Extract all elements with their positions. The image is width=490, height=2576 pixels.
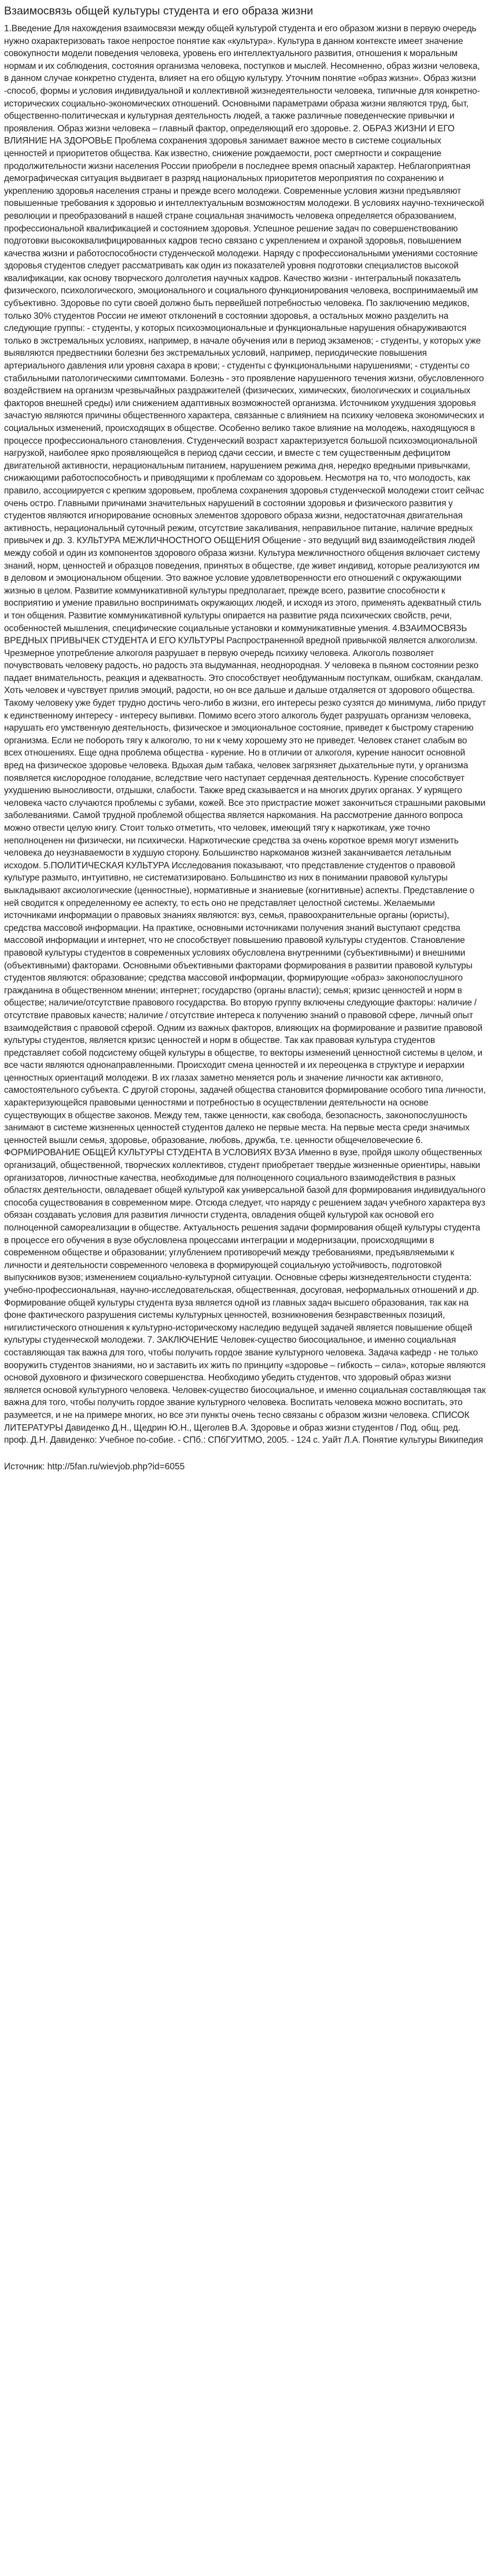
page-title: Взаимосвязь общей культуры студента и его образа жизни — [4, 5, 314, 17]
article-body: 1.Введение Для нахождения взаимосвязи между общей культурой студента и его образом жизни в первую очередь нужно охарактеризовать такое непростое понятие как «культура». Культура в данном контексте имеет значение совокупности модели поведения человека, уровень его интеллектуального развития, отношения к моральным нормам и их соблюдения, состояния организма человека, поступков и мыслей. Несомненно, образ жизни человека, в данном случае конкретно студента, влияет на его общую культуру. Уточним понятие «образ жизни». Образ жизни -способ, формы и условия индивидуальной и коллективной жизнедеятельности человека, типичные для конкретно-исторических социально-экономических отношений. Основными параметрами образа жизни являются труд, быт, общественно-политическая и культурная деятельность людей, а также различные поведенческие привычки и проявления. Образ жизни человека – главный фактор, определяющий его здоровье. 2. ОБРАЗ ЖИЗНИ И ЕГО ВЛИЯНИЕ НА ЗДОРОВЬЕ Проблема сохранения здоровья занимает важное место в системе социальных ценностей и приоритетов общества. Как известно, снижение рождаемости, рост смертности и сокращение продолжительности жизни населения России приобрели в последнее время опасный характер. Неблагоприятная демографическая ситуация выдвигает в разряд национальных приоритетов мероприятия по сохранению и укреплению здоровья населения страны и прежде всего молодежи. Современные условия жизни предъявляют повышенные требования к здоровью и интеллектуальным возможностям молодежи. В условиях научно-технической революции и преобразований в нашей стране социальная значимость человека определяется образованием, профессиональной квалификацией и состоянием здоровья. Успешное решение задач по совершенствованию подготовки высококвалифицированных кадров тесно связано с укреплением и охраной здоровья, повышением качества жизни и работоспособности студенческой молодежи. Наряду с профессиональными умениями состояние здоровья студентов следует рассматривать как один из показателей уровня подготовки специалистов высокой квалификации, как основу творческого долголетия научных кадров. Качество жизни - интегральный показатель физического, психологического, эмоционального и социального функционирования человека, воспринимаемый им субъективно. Здоровье по сути своей должно быть первейшей потребностью человека. По заключению медиков, только 30% студентов России не имеют отклонений в состоянии здоровья, а остальных можно разделить на следующие группы: - студенты, у которых психоэмоциональные и функциональные нарушения обнаруживаются только в экстремальных условиях, например, в начале обучения или в период экзаменов; - студенты, у которых уже выявляются предвестники болезни без экстремальных условий, например, периодические повышения артериального давления или уровня сахара в крови; - студенты с функциональными нарушениями; - студенты со стабильными патологическими симптомами. Болезнь - это проявление нарушенного течения жизни, обусловленного воздействием на организм чрезвычайных раздражителей (физических, химических, биологических и социальных факторов внешней среды) или снижением адаптивных возможностей организма. Источником ухудшения здоровья зачастую являются причины общественного характера, связанные с влиянием на психику человека экономических и социальных изменений, происходящих в обществе. Особенно велико такое влияние на молодежь, находящуюся в процессе профессионального становления. Студенческий возраст характеризуется большой психоэмоциональной нагрузкой, наиболее ярко проявляющейся в период сдачи сессии, и вместе с тем существенным дефицитом двигательной активности, нерациональным питанием, нарушением режима дня, нередко вредными привычками, снижающими работоспособность и приводящими к проблемам со здоровьем. Несмотря на то, что молодость, как правило, ассоциируется с крепким здоровьем, проблема сохранения здоровья студенческой молодежи стоит сейчас очень остро. Главными причинами значительных нарушений в состоянии здоровья и физического развития у студентов являются игнорирование основных элементов здорового образа жизни, недостаточная двигательная активность, нерациональный суточный режим, отсутствие закаливания, неправильное питание, наличие вредных привычек и др. 3. КУЛЬТУРА МЕЖЛИЧНОСТНОГО ОБЩЕНИЯ Общение - это ведущий вид взаимодействия людей между собой и один из компонентов здорового образа жизни. Культура межличностного общения включает систему знаний, норм, ценностей и образцов поведения, принятых в обществе, где живет индивид, которые реализуются им в деловом и эмоциональном общении. Это важное условие удовлетворенности его отношений с окружающими жизнью в целом. Развитие коммуникативной культуры предполагает, прежде всего, развитие способности к восприятию и умение правильно воспринимать окружающих людей, и исходя из этого, применять адекватный стиль и тон общения. Развитие коммуникативной культуры опирается на развитие ряда психических свойств, речи, особенностей мышления, специфические социальные установки и коммуникативные умения. 4.ВЗАИМОСВЯЗЬ ВРЕДНЫХ ПРИВЫЧЕК СТУДЕНТА И ЕГО КУЛЬТУРЫ Распространенной вредной привычкой является алкоголизм. Чрезмерное употребление алкоголя разрушает в первую очередь психику человека. Алкоголь позволяет почувствовать человеку радость, но радость эта выдуманная, неоднородная. У человека в пьяном состоянии резко падает внимательность, реакция и адекватность. Это способствует необдуманным поступкам, ошибкам, скандалам. Хоть человек и чувствует прилив эмоций, радости, но он все дальше и дальше отдаляется от здорового общества. Такому человеку уже будет трудно достичь чего-либо в жизни, его интересы резко сузятся до минимума, либо придут к единственному интересу - интересу выпивки. Помимо всего этого алкоголь будет разрушать организм человека, нарушать его умственную деятельность, физическое и эмоциональное состояние, приведет к быстрому старению организма. Если не побороть тягу к алкоголю, то ни к чему хорошему это не приведет. Человек станет слабым во всех отношениях. Еще одна проблема общества - курение. Но в отличии от алкоголя, курение наносит основной вред на физическое здоровье человека. Вдыхая дым табака, человек загрязняет дыхательные пути, у организма появляется кислородное голодание, вследствие чего наступает сердечная деятельность. Курение способствует ухудшению выносливости, отдышки, слабости. Также вред сказывается и на многих других органах. У курящего человека часто случаются проблемы с зубами, кожей. Все это пристрастие может закончиться страшными раковыми заболеваниями. Самой трудной проблемой общества является наркомания. На рассмотрение данного вопроса можно отвести целую книгу. Стоит только отметить, что человек, имеющий тягу к наркотикам, уже точно неполноценен ни физически, ни психически. Наркотические средства за очень короткое время могут изменить человека до неузнаваемости в худшую сторону. Большинство наркоманов жизней заканчивается летальным исходом. 5.ПОЛИТИЧЕСКАЯ КУЛЬТУРА Исследования показывают, что представление студентов о правовой культуре размыто, интуитивно, не систематизировано. Большинство из них в понимании правовой культуры выкладывают аксиологические (ценностные), нормативные и знаниевые (когнитивные) аспекты. Представление о ней сводится к определенному ее аспекту, то есть оно не представляет целостной системы. Желаемыми источниками информации о правовых знаниях являются: вуз, семья, правоохранительные органы (юристы), средства массовой информации. На практике, основными источниками получения знаний выступают средства массовой информации и интернет, что не способствует повышению правовой культуры студентов. Становление правовой культуры студентов в современных условиях обусловлена внутренними (субъективными) и внешними (объективными) факторами. Основными объективными факторами формирования в развитии правовой культуры студентов являются: образование; средства массовой информации, формирующие «образ» законопослушного гражданина в общественном мнении; интернет; государство (органы власти); семья; кризис ценностей и норм в обществе; наличие/отсутствие правового государства. Во вторую группу включены следующие факторы: наличие / отсутствие правовых качеств; наличие / отсутствие интереса к получению знаний о правовой сфере, личный опыт взаимодействия с правовой сферой. Одним из важных факторов, влияющих на формирование и развитие правовой культуры студентов, является кризис ценностей и норм в обществе. Так как правовая культура студентов представляет собой подсистему общей культуры в обществе, то векторы изменений ценностной системы в целом, и все части являются однонаправленными. Происходит смена ценностей и их переоценка в структуре и иерархии ценностных ориентаций молодежи. В их глазах заметно меняется роль и значение личности как активного, самостоятельного субъекта. С другой стороны, задачей общества становится формирование особого типа личности, характеризующейся правовыми ценностями и потребностью в осуществлении деятельности на основе существующих в обществе законов. Между тем, также ценности, как свобода, безопасность, законопослушность занимают в системе жизненных ценностей студентов далеко не первые места. На первые места среди значимых ценностей вышли семья, здоровье, образование, любовь, дружба, т.е. ценности общечеловеческие 6. ФОРМИРОВАНИЕ ОБЩЕЙ КУЛЬТУРЫ СТУДЕНТА В УСЛОВИЯХ ВУЗА Именно в вузе, пройдя школу общественных организаций, общественной, творческих коллективов, студент приобретает твердые жизненные ориентиры, навыки организаторов, личностные качества, необходимые для полноценного социального взаимодействия в разных областях деятельности, овладевает общей культурой как универсальной базой для формирования индивидуального способа существования в современном мире. Отсюда следует, что наряду с решением задач учебного характера вуз обязан создавать условия для развития личности студента, овладения общей культурой как основой его полноценной самореализации в обществе. Актуальность решения задачи формирования общей культуры студента в процессе его обучения в вузе обусловлена процессами интеграции и модернизации, происходящими в современном обществе и образовании; углублением противоречий между требованиями, предъявляемыми к личности и деятельности современного человека в формирующей социальную устойчивость, подготовкой выпускников вузов; изменением социально-культурной ситуации. Основные сферы жизнедеятельности студента: учебно-профессиональная, научно-исследовательская, общественная, досуговая, неформальных отношений и др. Формирование общей культуры студента вуза является одной из главных задач высшего образования, так как на фоне фактического разрушения системы культурных ценностей, возникновения безнравственных позиций, нигилистического отношения к культурно-историческому наследию ведущей задачей является повышение общей культуры студенческой молодежи. 7. ЗАКЛЮЧЕНИЕ Человек-существо биосоциальное, и именно социальная составляющая так важна для того, чтобы получить гордое звание культурного человека. Задача кафедр - не только вооружить студентов знаниями, но и заставить их жить по принципу «здоровье – гибкость – сила», которые являются основой духовного и физического совершенства. Необходимо убедить студентов, что здоровый образ жизни является основой культурного человека. Человек-существо биосоциальное, и именно социальная составляющая так важна для того, чтобы получить гордое звание культурного человека. Воспитать человека можно воспитать, это разумеется, и не на примере многих, но все эти пункты очень тесно связаны с образом жизни человека. СПИСОК ЛИТЕРАТУРЫ Давиденко Д.Н., Щедрин Ю.Н., Щеголев В.А. Здоровье и образ жизни студентов / Под. общ. ред. проф. Д.Н. Давиденко: Учебное по-собие. - СПб.: СПбГУИТМО, 2005. - 124 с. Уайт Л.А. Понятие культуры Википедия — [4, 24, 486, 1446]
source-line: Источник: http://5fan.ru/wievjob.php?id=6055 — [4, 1461, 185, 1472]
